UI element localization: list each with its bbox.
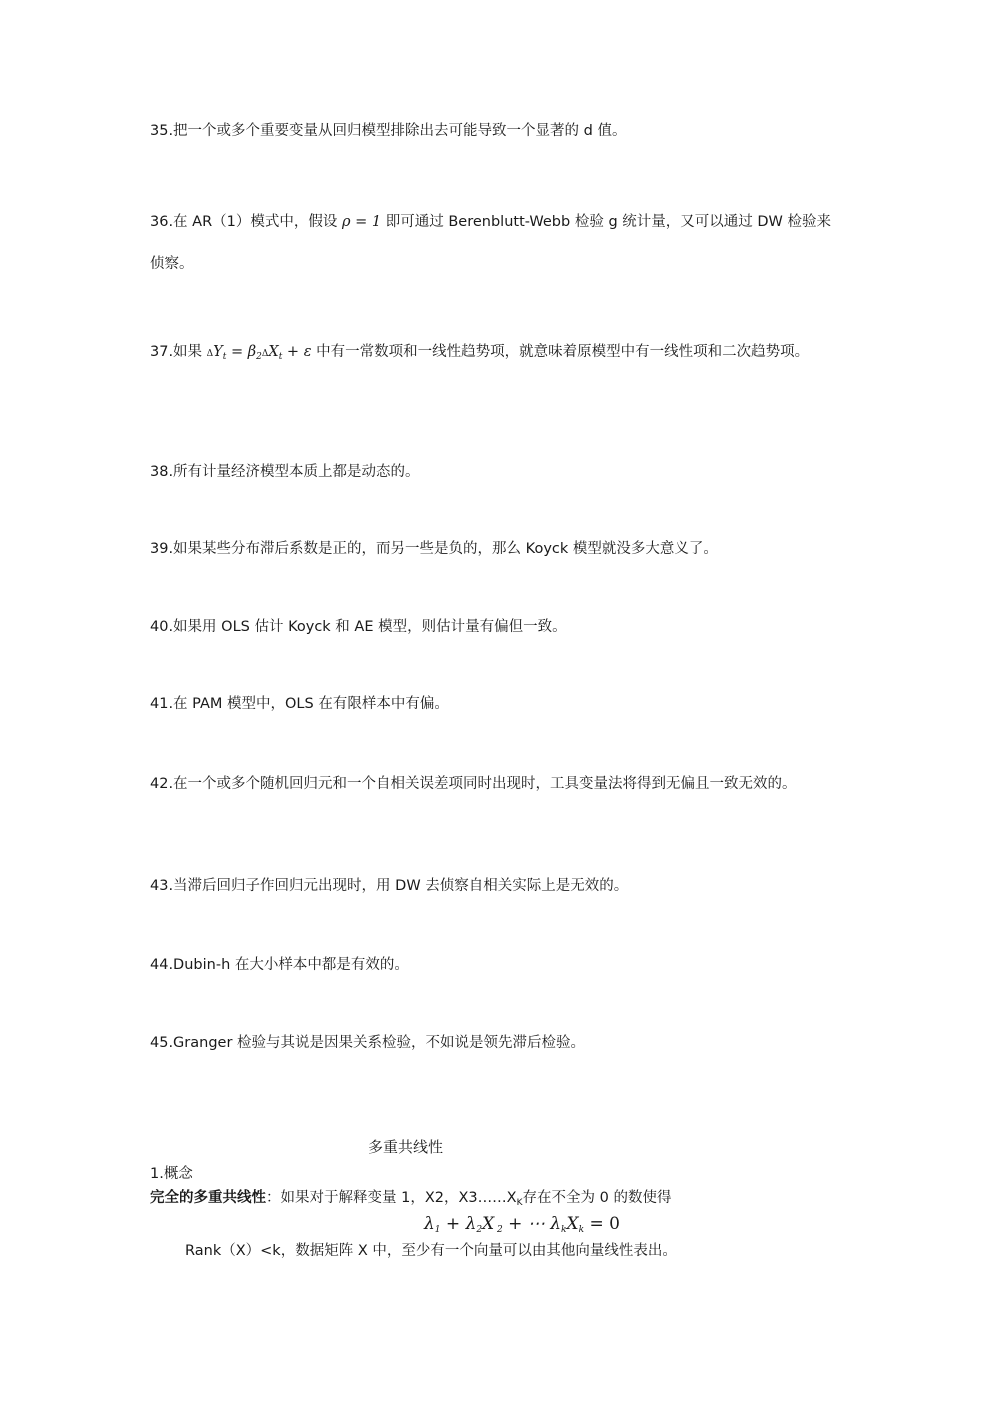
item-37-text-start: 37.如果 <box>150 344 203 360</box>
definition-text-end: 存在不全为 0 的数使得 <box>522 1190 672 1206</box>
item-36-text-start: 36.在 AR（1）模式中，假设 <box>150 214 338 230</box>
rank-statement: Rank（X）<k，数据矩阵 X 中，至少有一个向量可以由其他向量线性表出。 <box>185 1243 677 1259</box>
item-43: 43.当滞后回归子作回归元出现时，用 DW 去侦察自相关实际上是无效的。 <box>150 878 629 894</box>
item-41: 41.在 PAM 模型中，OLS 在有限样本中有偏。 <box>150 696 449 712</box>
item-42: 42.在一个或多个随机回归元和一个自相关误差项同时出现时，工具变量法将得到无偏且一致无效的。 <box>150 776 797 792</box>
section-title: 多重共线性 <box>368 1138 444 1156</box>
item-45: 45.Granger 检验与其说是因果关系检验，不如说是领先滞后检验。 <box>150 1035 586 1051</box>
item-40: 40.如果用 OLS 估计 Koyck 和 AE 模型，则估计量有偏但一致。 <box>150 619 567 635</box>
definition-term: 完全的多重共线性 <box>150 1190 266 1206</box>
item-37-formula: $\Delta Y_t = \beta_2\Delta X_t + \varepsilon$ <box>206 344 312 362</box>
definition-subscript: K <box>516 1198 523 1208</box>
item-38: 38.所有计量经济模型本质上都是动态的。 <box>150 464 420 480</box>
item-36-formula: ρ = 1 <box>342 214 382 230</box>
item-37 <box>150 331 844 378</box>
item-35: 35.把一个或多个重要变量从回归模型排除出去可能导致一个显著的 d 值。 <box>150 123 627 139</box>
section-subtitle: 1.概念 <box>150 1166 193 1182</box>
collinearity-equation: $\lambda_1 + \lambda_2X$ $_2$ + ⋯ $\lambda_kX_k = 0$ <box>424 1214 620 1235</box>
item-36-text-end: 即可通过 Berenblutt-Webb 检验 g 统计量，又可以通过 DW 检验来侦察。 <box>150 214 831 272</box>
item-36 <box>150 201 844 285</box>
item-39: 39.如果某些分布滞后系数是正的，而另一些是负的，那么 Koyck 模型就没多大意义了。 <box>150 541 718 557</box>
definition-line <box>150 1188 844 1213</box>
item-44: 44.Dubin-h 在大小样本中都是有效的。 <box>150 957 409 973</box>
definition-text-start: ：如果对于解释变量 1，X2，X3……X <box>266 1190 517 1206</box>
item-37-text-end: 中有一常数项和一线性趋势项，就意味着原模型中有一线性项和二次趋势项。 <box>316 344 810 360</box>
